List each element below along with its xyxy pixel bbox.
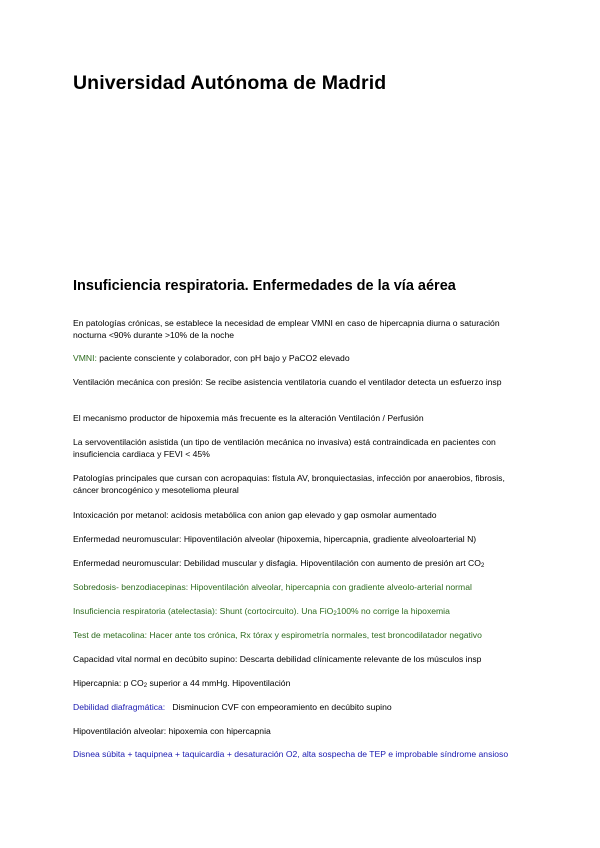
paragraph-neuromuscular-2: Enfermedad neuromuscular: Debilidad muscular y disfagia. Hipoventilación con aumento de presión art CO2 <box>73 558 485 569</box>
paragraph-vmni: VMNI: paciente consciente y colaborador, con pH bajo y PaCO2 elevado <box>73 353 350 363</box>
vmni-label: VMNI: <box>73 353 97 363</box>
paragraph-vmni-chronic: En patologías crónicas, se establece la necesidad de emplear VMNI en caso de hipercapnia diurna o saturación nocturna <90% durante >10% de la noche <box>73 318 500 341</box>
diafragmatica-label: Debilidad diafragmática: <box>73 702 166 712</box>
paragraph-tep: Disnea súbita + taquipnea + taquicardia + desaturación O2, alta sospecha de TEP e improbable síndrome ansioso <box>73 749 509 759</box>
section-title: Insuficiencia respiratoria. Enfermedades de la vía aérea <box>73 278 456 294</box>
paragraph-hipoventilacion: Hipoventilación alveolar: hipoxemia con hipercapnia <box>73 726 271 736</box>
paragraph-hipercapnia: Hipercapnia: p CO2 superior a 44 mmHg. Hipoventilación <box>73 678 291 689</box>
paragraph-acropaquias: Patologías principales que cursan con acropaquias: fístula AV, bronquiectasias, infección por anaerobios, fibrosis, cáncer broncogénico y mesotelioma pleural <box>73 473 505 496</box>
paragraph-servoventilacion: La servoventilación asistida (un tipo de ventilación mecánica no invasiva) está contraindicada en pacientes con insuficiencia cardiaca y FEVI < 45% <box>73 437 496 460</box>
paragraph-diafragmatica: Debilidad diafragmática: Disminucion CVF con empeoramiento en decúbito supino <box>73 702 392 712</box>
paragraph-ventilacion-presion: Ventilación mecánica con presión: Se recibe asistencia ventilatoria cuando el ventilador detecta un esfuerzo insp <box>73 377 502 387</box>
paragraph-metanol: Intoxicación por metanol: acidosis metabólica con anion gap elevado y gap osmolar aumentado <box>73 510 437 520</box>
paragraph-metacolina: Test de metacolina: Hacer ante tos crónica, Rx tórax y espirometría normales, test broncodilatador negativo <box>73 630 482 640</box>
paragraph-atelectasia: Insuficiencia respiratoria (atelectasia): Shunt (cortocircuito). Una FiO2100% no corrige la hipoxemia <box>73 606 450 617</box>
university-title: Universidad Autónoma de Madrid <box>73 72 387 94</box>
paragraph-hipoxemia: El mecanismo productor de hipoxemia más frecuente es la alteración Ventilación / Perfusión <box>73 413 424 423</box>
paragraph-benzodiacepinas: Sobredosis- benzodiacepinas: Hipoventilación alveolar, hipercapnia con gradiente alveolo-arterial normal <box>73 582 472 592</box>
paragraph-capacidad-vital: Capacidad vital normal en decúbito supino: Descarta debilidad clínicamente relevante de los músculos insp <box>73 654 482 664</box>
paragraph-neuromuscular-1: Enfermedad neuromuscular: Hipoventilación alveolar (hipoxemia, hipercapnia, gradiente alveoloarterial N) <box>73 534 477 544</box>
